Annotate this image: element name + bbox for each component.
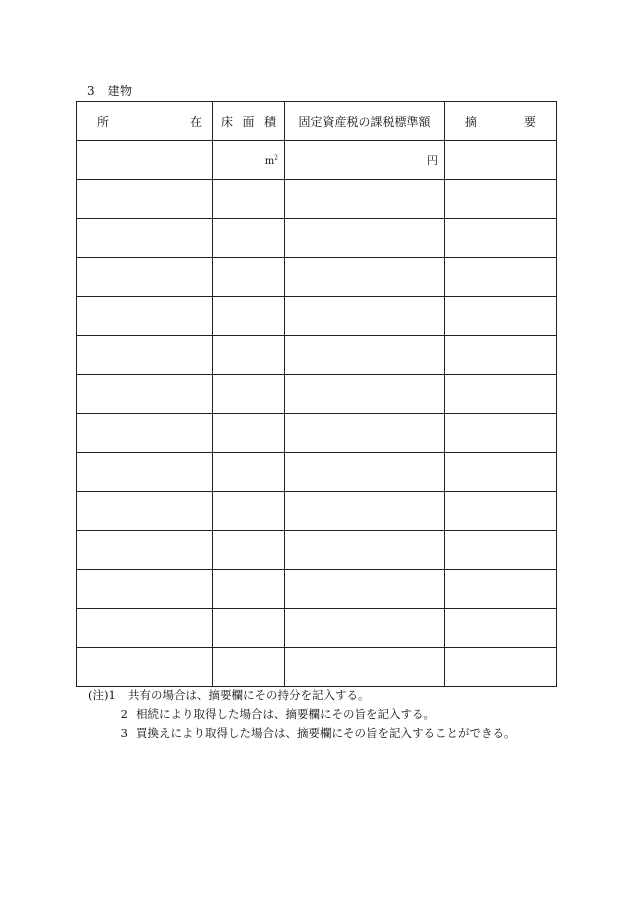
cell-location[interactable] xyxy=(77,336,213,375)
table-row xyxy=(77,492,557,531)
cell-location[interactable] xyxy=(77,609,213,648)
section-heading: 建物 xyxy=(107,84,133,98)
table-row xyxy=(77,414,557,453)
cell-floor-area[interactable] xyxy=(213,414,285,453)
header-remarks: 摘 要 xyxy=(445,102,557,141)
cell-remarks[interactable] xyxy=(445,258,557,297)
cell-floor-area[interactable] xyxy=(213,570,285,609)
cell-location[interactable] xyxy=(77,258,213,297)
unit-square-meter: $m^2$ xyxy=(264,154,278,167)
cell-remarks[interactable] xyxy=(445,180,557,219)
cell-floor-area[interactable] xyxy=(213,141,285,180)
cell-remarks[interactable] xyxy=(445,297,557,336)
cell-location[interactable] xyxy=(77,531,213,570)
cell-remarks[interactable] xyxy=(445,141,557,180)
cell-remarks[interactable] xyxy=(445,609,557,648)
cell-remarks[interactable] xyxy=(445,219,557,258)
cell-location[interactable] xyxy=(77,375,213,414)
header-row xyxy=(77,102,557,141)
header-tax-value: 固定資産税の課税標準額 xyxy=(285,102,445,141)
note-item: 2 相続により取得した場合は、摘要欄にその旨を記入する。 xyxy=(120,707,435,721)
cell-remarks[interactable] xyxy=(445,648,557,687)
cell-remarks[interactable] xyxy=(445,336,557,375)
cell-location[interactable] xyxy=(77,297,213,336)
cell-tax-value[interactable] xyxy=(285,414,445,453)
cell-tax-value[interactable] xyxy=(285,609,445,648)
cell-floor-area[interactable] xyxy=(213,297,285,336)
cell-floor-area[interactable] xyxy=(213,531,285,570)
cell-location[interactable] xyxy=(77,414,213,453)
table-row xyxy=(77,570,557,609)
cell-floor-area[interactable] xyxy=(213,258,285,297)
header-floor-area: 床 面 積 xyxy=(213,102,285,141)
section-number: 3 xyxy=(87,84,96,98)
cell-tax-value[interactable] xyxy=(285,648,445,687)
cell-floor-area[interactable] xyxy=(213,609,285,648)
cell-tax-value[interactable] xyxy=(285,453,445,492)
cell-location[interactable] xyxy=(77,570,213,609)
cell-location[interactable] xyxy=(77,141,213,180)
cell-location[interactable] xyxy=(77,219,213,258)
table-row xyxy=(77,219,557,258)
cell-location[interactable] xyxy=(77,648,213,687)
cell-floor-area[interactable] xyxy=(213,180,285,219)
table-row xyxy=(77,531,557,570)
cell-location[interactable] xyxy=(77,492,213,531)
cell-tax-value[interactable] xyxy=(285,531,445,570)
table-row xyxy=(77,609,557,648)
cell-tax-value[interactable] xyxy=(285,141,445,180)
table-row xyxy=(77,375,557,414)
cell-location[interactable] xyxy=(77,180,213,219)
table-row xyxy=(77,180,557,219)
cell-remarks[interactable] xyxy=(445,531,557,570)
cell-remarks[interactable] xyxy=(445,570,557,609)
cell-tax-value[interactable] xyxy=(285,336,445,375)
cell-tax-value[interactable] xyxy=(285,492,445,531)
cell-floor-area[interactable] xyxy=(213,492,285,531)
cell-floor-area[interactable] xyxy=(213,219,285,258)
building-table xyxy=(76,101,557,687)
cell-tax-value[interactable] xyxy=(285,180,445,219)
cell-floor-area[interactable] xyxy=(213,453,285,492)
cell-tax-value[interactable] xyxy=(285,297,445,336)
cell-remarks[interactable] xyxy=(445,492,557,531)
cell-floor-area[interactable] xyxy=(213,375,285,414)
table-row xyxy=(77,453,557,492)
cell-floor-area[interactable] xyxy=(213,648,285,687)
table-row xyxy=(77,648,557,687)
notes xyxy=(88,686,516,743)
cell-tax-value[interactable] xyxy=(285,375,445,414)
table-row xyxy=(77,297,557,336)
cell-remarks[interactable] xyxy=(445,375,557,414)
cell-tax-value[interactable] xyxy=(285,258,445,297)
note-item: (注)1 共有の場合は、摘要欄にその持分を記入する。 xyxy=(88,688,370,702)
header-location: 所 在 xyxy=(77,102,213,141)
cell-tax-value[interactable] xyxy=(285,219,445,258)
table-row xyxy=(77,141,557,180)
cell-remarks[interactable] xyxy=(445,453,557,492)
unit-yen: 円 xyxy=(427,154,438,167)
note-item: 3 買換えにより取得した場合は、摘要欄にその旨を記入することができる。 xyxy=(120,726,516,740)
cell-remarks[interactable] xyxy=(445,414,557,453)
cell-location[interactable] xyxy=(77,453,213,492)
table-row xyxy=(77,336,557,375)
table-row xyxy=(77,258,557,297)
cell-tax-value[interactable] xyxy=(285,570,445,609)
section-title xyxy=(87,84,132,98)
cell-floor-area[interactable] xyxy=(213,336,285,375)
